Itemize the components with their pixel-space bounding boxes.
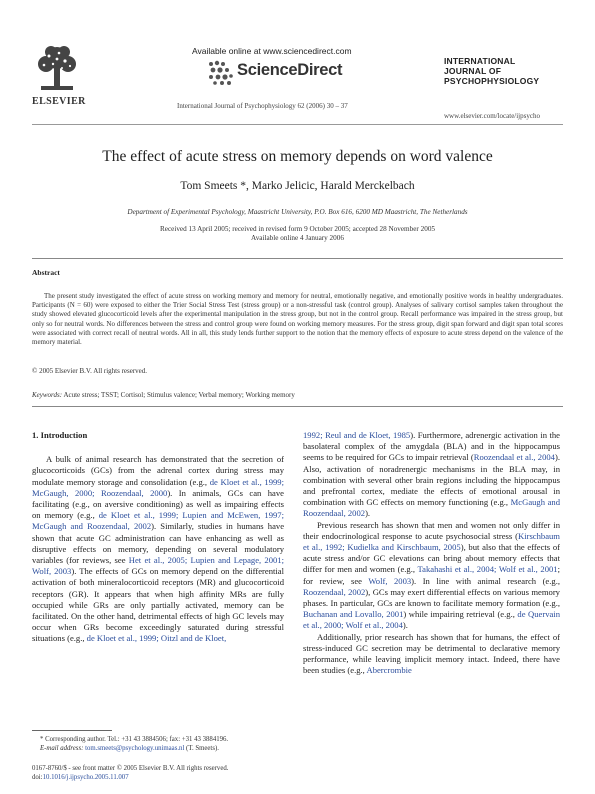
citation-link[interactable]: Wolf, 2003: [368, 575, 412, 586]
author-affiliation: Department of Experimental Psychology, Maastricht University, P.O. Box 616, 6200 MD Maastricht, The Netherlands: [127, 208, 468, 216]
text-run: Previous research has shown that men and women not only differ in their endocrinological response to acute psychosocial stress (: [303, 519, 560, 541]
sciencedirect-logo: [207, 58, 377, 86]
text-run: ), but also that the effects of acute stress and/or GC elevations can bring about memory effects that differ for men and women (e.g.,: [303, 542, 560, 575]
text-run: A bulk of animal research has demonstrated that the secretion of glucocorticoids (GCs) from the adrenal cortex during stress may modulate memory storage and consolidation (e.g.,: [32, 454, 284, 487]
keywords-label: Keywords:: [32, 391, 63, 399]
publisher-name: ELSEVIER: [32, 96, 86, 107]
article-title: The effect of acute stress on memory depends on word valence: [102, 148, 493, 165]
keywords-line: [32, 391, 295, 399]
email-link[interactable]: tom.smeets@psychology.unimaas.nl: [85, 745, 185, 752]
footnote-divider: [32, 730, 112, 731]
journal-header: [32, 44, 563, 122]
citation-link[interactable]: de Kloet et al., 1999; Lupien and McEwen, 1997; McGaugh and Roozendaal, 2002: [32, 510, 284, 532]
journal-brand: [444, 56, 539, 86]
text-run: Additionally, prior research has shown that for humans, the effect of stress-induced GC secretion may be detrimental to declarative memory performance, while leaving implicit memory intact. Indeed, there have been studies (e.g.,: [303, 631, 560, 676]
elsevier-tree-icon: [35, 44, 79, 94]
available-online-text: Available online at www.sciencedirect.com: [192, 46, 352, 56]
citation-link[interactable]: Takahashi et al., 2004; Wolf et al., 2001: [417, 564, 558, 575]
footnote-email-line: [40, 744, 228, 753]
citation-link[interactable]: de Kloet et al., 1999; McGaugh, 2000; Roozendaal, 2000: [32, 476, 284, 498]
keywords-list: Acute stress; TSST; Cortisol; Stimulus valence; Verbal memory; Working memory: [63, 391, 295, 399]
doi-line: [32, 773, 228, 782]
doi-label: doi:: [32, 774, 43, 781]
citation-link[interactable]: de Quervain et al., 2000; Wolf et al., 2004: [303, 609, 560, 631]
abstract-body: The present study investigated the effect of acute stress on working memory and memory for neutral, emotionally negative, and emotionally positive words in healthy undergraduates. Participants (N = 60) were exposed to either the Trier Social Stress Test (stress group) or a non-stressful task (control group). Analyses of salivary cortisol samples taken throughout the study showed elevated glucocorticoid levels after the experimental manipulation in the stress group, but not in the control group. Recall performance was impaired in the stress group, but only so for neutral words. No differences between the stress and control group were found on working memory measures. For the stress group, digit span forward and digit span total scores were associated with correct recall of neutral words. All in all, this study lends further support to the notion that the memory effects of exposure to acute stress depend on the valence of the memory material.: [32, 292, 563, 347]
footnote-contact: * Corresponding author. Tel.: +31 43 3884506; fax: +31 43 3884196.: [40, 736, 229, 743]
section-heading-introduction: 1. Introduction: [32, 430, 88, 440]
text-run: ) while impairing retrieval (e.g.,: [403, 609, 518, 620]
abstract-bottom-divider: [32, 406, 563, 407]
citation-link[interactable]: Roozendaal, 2002: [303, 586, 366, 597]
text-run: ). In line with animal research (e.g.,: [411, 575, 560, 586]
sciencedirect-name: ScienceDirect: [237, 61, 343, 79]
sciencedirect-dots-icon: [207, 60, 235, 86]
abstract-top-divider: [32, 258, 563, 259]
header-divider: [32, 124, 563, 125]
abstract-heading: Abstract: [32, 268, 60, 277]
abstract-copyright: © 2005 Elsevier B.V. All rights reserved.: [32, 367, 148, 375]
doi-link[interactable]: 10.1016/j.ijpsycho.2005.11.007: [42, 774, 129, 781]
journal-url-link[interactable]: www.elsevier.com/locate/ijpsycho: [444, 112, 540, 120]
text-run: ).: [365, 508, 371, 519]
citation-link[interactable]: Roozendaal et al., 2004: [473, 452, 555, 463]
citation-link[interactable]: Buchanan and Lovallo, 2001: [303, 609, 404, 620]
email-label: E-mail address:: [40, 745, 84, 752]
citation-link[interactable]: McGaugh and Roozendaal, 2002: [303, 497, 560, 519]
text-run: ; for review, see: [303, 564, 560, 586]
email-suffix: (T. Smeets).: [184, 745, 219, 752]
citation-link[interactable]: Abercrombie: [366, 665, 412, 676]
text-run: ). Similarly, studies in humans have shown that acute GC administration can have enhancing as well as disruptive effects on memory, depending on several modulatory variables (for reviews, see: [32, 521, 285, 566]
intro-paragraph-2: [303, 520, 560, 632]
text-run: ).: [402, 620, 408, 631]
received-dates: Received 13 April 2005; received in revised form 9 October 2005; accepted 28 November 2005: [159, 225, 436, 233]
intro-paragraph-1: [32, 454, 284, 644]
text-run: ). In animals, GCs can have facilitating (e.g., on aversive conditioning) as well as impairing effects on memory (e.g.,: [32, 487, 284, 521]
journal-brand-line: PSYCHOPHYSIOLOGY: [444, 76, 540, 86]
citation-link[interactable]: Kirschbaum et al., 1992; Kudielka and Kirschbaum, 2005: [303, 530, 560, 553]
issn-block: [32, 764, 228, 782]
corresponding-author-footnote: [40, 735, 228, 753]
article-authors: Tom Smeets *, Marko Jelicic, Harald Merckelbach: [180, 180, 415, 192]
left-column: [32, 430, 284, 645]
journal-reference: International Journal of Psychophysiology 62 (2006) 30 – 37: [177, 102, 348, 110]
journal-brand-line: INTERNATIONAL: [444, 56, 516, 66]
available-online-date: Available online 4 January 2006: [251, 234, 344, 242]
journal-brand-line: JOURNAL OF: [444, 66, 502, 76]
citation-link[interactable]: de Kloet et al., 1999; Oitzl and de Kloet,: [86, 633, 227, 644]
citation-link[interactable]: Het et al., 2005; Lupien and Lepage, 2001; Wolf, 2003: [32, 555, 285, 577]
intro-paragraph-1-cont: [303, 430, 560, 520]
elsevier-logo: [32, 44, 86, 107]
text-run: ). Furthermore, adrenergic activation in the basolateral complex of the amygdala (BLA) and in the hippocampus seems to be required for GCs to impair retrieval (: [303, 430, 560, 463]
article-dates: [32, 225, 563, 243]
issn-line: 0167-8760/$ - see front matter © 2005 Elsevier B.V. All rights reserved.: [32, 765, 229, 772]
right-column: [303, 430, 560, 676]
citation-link[interactable]: 1992; Reul and de Kloet, 1985: [303, 430, 411, 440]
text-run: ), GCs may exert differential effects on various memory phases. In particular, GCs are known to facilitate memory formation (e.g.,: [303, 586, 560, 609]
text-run: ). Also, activation of noradrenergic mechanisms in the BLA may, in combination with several other brain regions including the hippocampus and prefrontal cortex, mediate the effects of emotional arousal in combination with GC effects on memory functioning (e.g.,: [303, 452, 560, 508]
intro-paragraph-3: [303, 632, 560, 677]
text-run: ). The effects of GCs on memory depend on the differential activation of both mineralocorticoid receptors (MR) and glucocorticoid receptors (GR). It appears that when high affinity MRs are fully occupied while GRs are only partially activated, memory can be facilitated. On the other hand, detrimental effects of high GC levels may occur when GRs become exceedingly saturated during stressful situations (e.g.,: [32, 566, 284, 644]
